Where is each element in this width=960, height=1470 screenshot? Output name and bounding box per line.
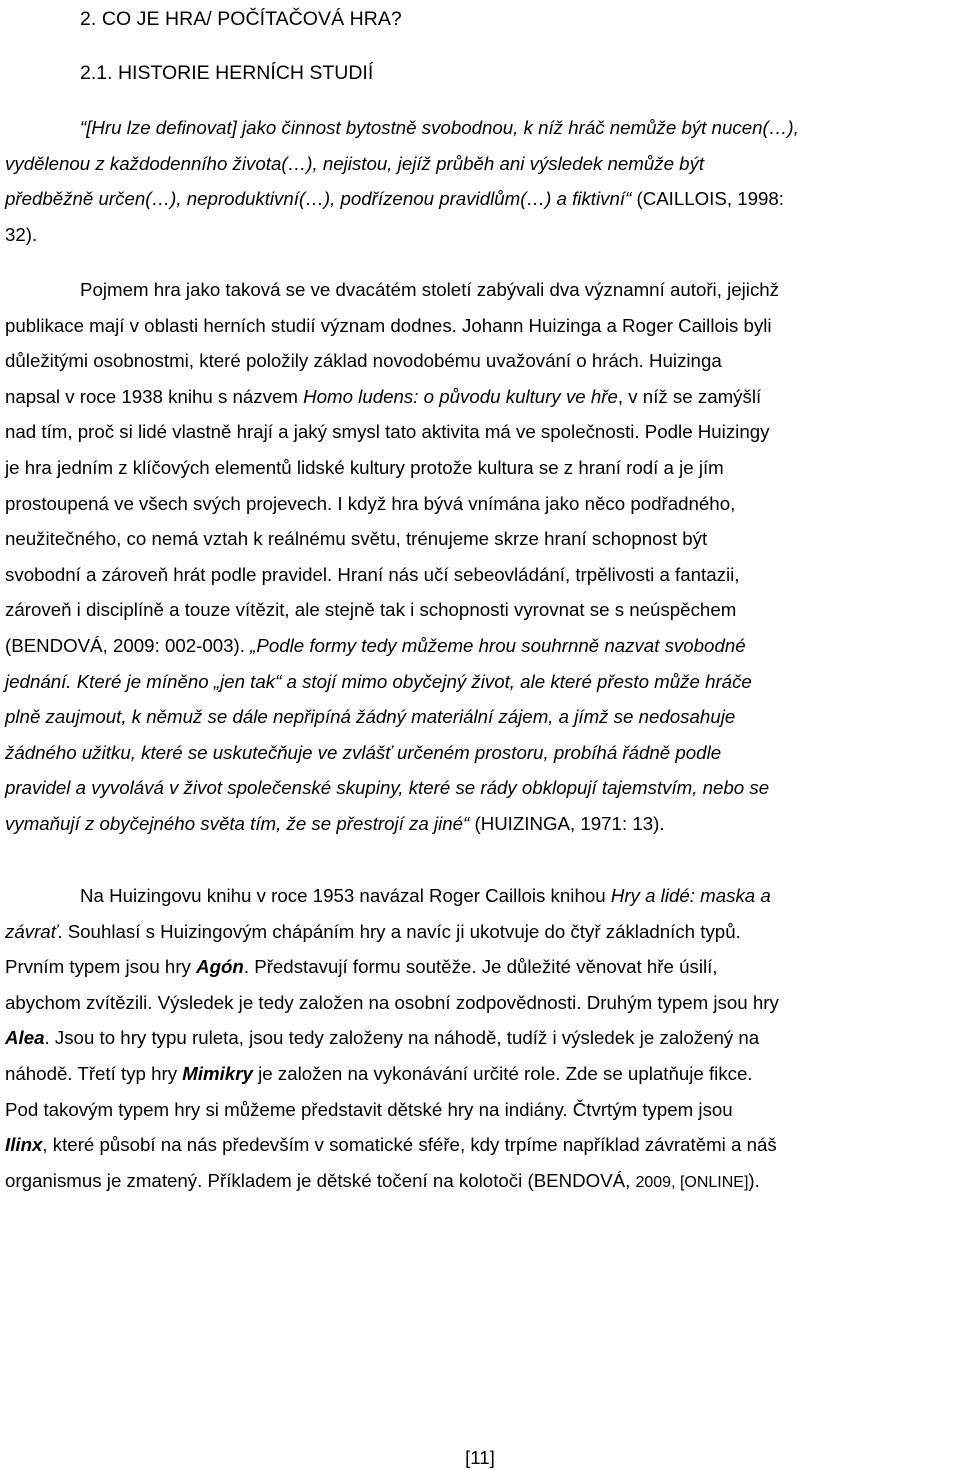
text-line bbox=[5, 770, 955, 806]
game-type-term: Agón bbox=[196, 956, 244, 978]
text-line bbox=[5, 699, 955, 735]
quote-text: žádného užitku, které se uskutečňuje ve zvlášť určeném prostoru, probíhá řádně podle bbox=[5, 741, 722, 763]
text-run: ). bbox=[748, 1169, 760, 1191]
book-title: Homo ludens: o původu kultury ve hře bbox=[303, 385, 618, 407]
citation: (CAILLOIS, 1998: bbox=[631, 188, 784, 210]
text-line bbox=[5, 1127, 955, 1163]
text-line: svobodní a zároveň hrát podle pravidel. Hraní nás učí sebeovládání, trpělivosti a fantazii, bbox=[5, 563, 740, 585]
text-line: důležitými osobnostmi, které položily základ novodobému uvažování o hrách. Huizinga bbox=[5, 350, 722, 372]
text-line bbox=[5, 217, 955, 253]
text-line bbox=[5, 628, 955, 664]
book-title: závrať bbox=[5, 920, 58, 942]
text-line bbox=[5, 806, 955, 842]
text-line: neužitečného, co nemá vztah k reálnému světu, trénujeme skrze hraní schopnost být bbox=[5, 528, 708, 550]
text-line bbox=[5, 878, 955, 914]
text-line: nad tím, proč si lidé vlastně hrají a jaký smysl tato aktivita má ve společnosti. Podle Huizingy bbox=[5, 421, 770, 443]
text-line: je hra jedním z klíčových elementů lidské kultury protože kultura se z hraní rodí a je jím bbox=[5, 456, 724, 478]
citation: (HUIZINGA, 1971: 13). bbox=[469, 812, 665, 834]
text-run: Prvním typem jsou hry bbox=[5, 956, 197, 978]
body-paragraph bbox=[5, 272, 955, 842]
text-line bbox=[5, 1056, 955, 1092]
game-type-term: Mimikry bbox=[182, 1062, 253, 1084]
quote-text: plně zaujmout, k němuž se dále nepřipíná žádný materiální zájem, a jímž se nedosahuje bbox=[5, 706, 736, 728]
text-line: zároveň i disciplíně a touze vítězit, ale stejně tak i schopnosti vyrovnat se s neúspěchem bbox=[5, 599, 737, 621]
book-title: Hry a lidé: maska a bbox=[610, 885, 771, 906]
quote-text: vydělenou z každodenního života(…), nejistou, jejíž průběh ani výsledek nemůže být bbox=[5, 152, 705, 174]
text-line bbox=[5, 1163, 955, 1199]
citation: 2009, [ONLINE] bbox=[635, 1173, 749, 1191]
text-line bbox=[5, 181, 955, 217]
text-line bbox=[5, 146, 955, 182]
quote-text: pravidel a vyvolává v život společenské skupiny, které se rády obklopují tajemstvím, nebo se bbox=[5, 777, 770, 799]
text-line bbox=[5, 379, 955, 415]
text-run: Na Huizingovu knihu v roce 1953 navázal Roger Caillois knihou bbox=[80, 885, 611, 906]
chapter-heading: 2. CO JE HRA/ POČÍTAČOVÁ HRA? bbox=[80, 8, 402, 30]
text-run: napsal v roce 1938 knihu s názvem bbox=[5, 385, 304, 407]
quote-text: „Podle formy tedy můžeme hrou souhrnně nazvat svobodné bbox=[250, 634, 746, 656]
page-number: [11] bbox=[465, 1447, 495, 1468]
section-heading: 2.1. HISTORIE HERNÍCH STUDIÍ bbox=[80, 62, 374, 84]
quote-paragraph bbox=[5, 110, 955, 252]
text-line: prostoupená ve všech svých projevech. I když hra bývá vnímána jako něco podřadného, bbox=[5, 492, 736, 514]
quote-text: “[Hru lze definovat] jako činnost bytostně svobodnou, k níž hráč nemůže být nucen(…), bbox=[80, 117, 799, 138]
text-line: abychom zvítězili. Výsledek je tedy založen na osobní zodpovědnosti. Druhým typem jsou hry bbox=[5, 991, 779, 1013]
text-run: . Představují formu soutěže. Je důležité věnovat hře úsilí, bbox=[243, 956, 718, 978]
quote-text: předběžně určen(…), neproduktivní(…), podřízenou pravidlům(…) a fiktivní“ bbox=[5, 188, 632, 210]
text-line bbox=[5, 914, 955, 950]
text-run: . Jsou to hry typu ruleta, jsou tedy založeny na náhodě, tudíž i výsledek je založený na bbox=[44, 1027, 760, 1049]
text-line bbox=[5, 949, 955, 985]
text-run: , které působí na nás především v somatické sféře, kdy trpíme například závratěmi a náš bbox=[42, 1134, 777, 1156]
citation: 32). bbox=[5, 223, 38, 245]
text-line bbox=[5, 1020, 955, 1056]
text-run: , v níž se zamýšlí bbox=[617, 385, 762, 407]
text-run: organismus je zmatený. Příkladem je dětské točení na kolotoči (BENDOVÁ, bbox=[5, 1169, 636, 1191]
text-line bbox=[5, 735, 955, 771]
game-type-term: Alea bbox=[5, 1027, 45, 1049]
text-line: Pod takovým typem hry si můžeme představit dětské hry na indiány. Čtvrtým typem jsou bbox=[5, 1098, 733, 1120]
citation: (BENDOVÁ, 2009: 002-003). bbox=[5, 634, 251, 656]
text-line: publikace mají v oblasti herních studií význam dodnes. Johann Huizinga a Roger Caillois byli bbox=[5, 314, 772, 336]
text-run: je založen na vykonávání určité role. Zde se uplatňuje fikce. bbox=[252, 1062, 753, 1084]
quote-text: jednání. Které je míněno „jen tak“ a stojí mimo obyčejný život, ale které přesto může hráče bbox=[5, 670, 752, 692]
text-line: Pojmem hra jako taková se ve dvacátém století zabývali dva významní autoři, jejichž bbox=[80, 279, 780, 300]
body-paragraph bbox=[5, 878, 955, 1198]
text-line bbox=[5, 110, 955, 146]
quote-text: vymaňují z obyčejného světa tím, že se přestrojí za jiné“ bbox=[5, 812, 470, 834]
text-run: . Souhlasí s Huizingovým chápáním hry a navíc ji ukotvuje do čtyř základních typů. bbox=[57, 920, 741, 942]
text-line bbox=[5, 664, 955, 700]
text-run: náhodě. Třetí typ hry bbox=[5, 1062, 183, 1084]
game-type-term: Ilinx bbox=[5, 1134, 43, 1156]
